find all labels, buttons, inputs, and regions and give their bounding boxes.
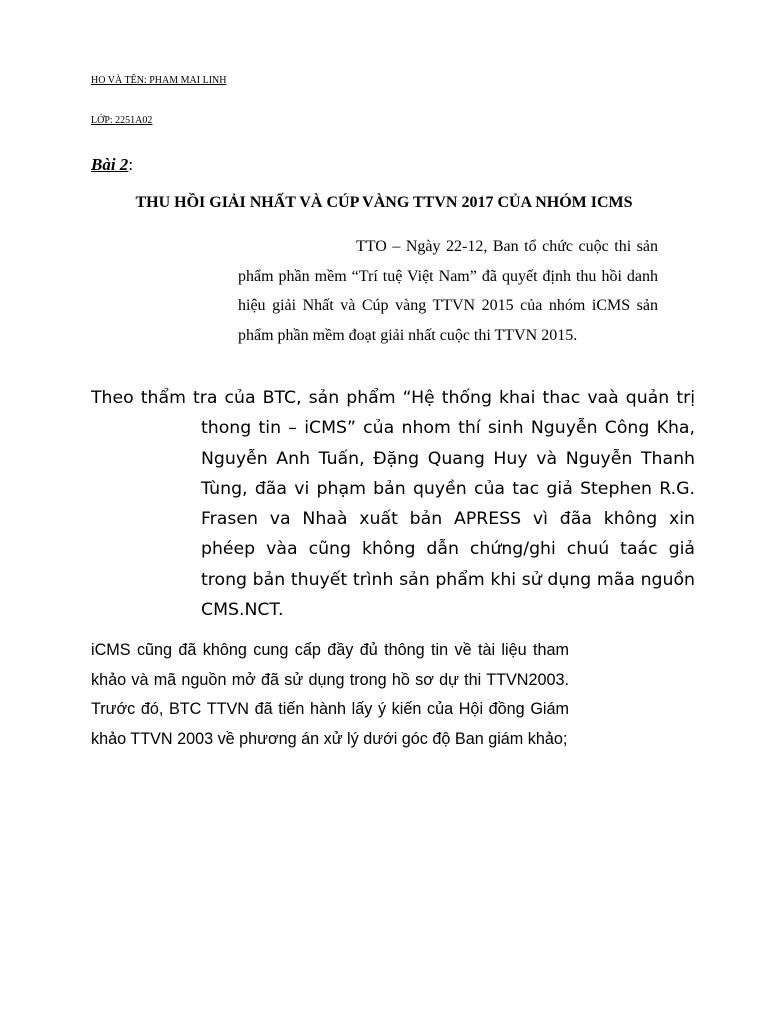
student-name-line: HO VÀ TÊN: PHAM MAI LINH: [91, 75, 227, 86]
lead-paragraph: TTO – Ngày 22-12, Ban tổ chức cuộc thi sản phẩm phần mềm “Trí tuệ Việt Nam” đã quyết định thu hồi danh hiệu giải Nhất và Cúp vàng TTVN 2015 của nhóm iCMS sản phẩm phần mềm đoạt giải nhất cuộc thi TTVN 2015.: [238, 238, 658, 344]
exercise-label-suffix: :: [128, 155, 134, 174]
document-title: THU HỒI GIẢI NHẤT VÀ CÚP VÀNG TTVN 2017 CỦA NHÓM ICMS: [135, 194, 633, 211]
exercise-label: Bài 2: [91, 155, 129, 174]
body-paragraph: Theo thẩm tra của BTC, sản phẩm “Hệ thống khai thac vaà quản trị thong tin – iCMS” của nhom thí sinh Nguyễn Công Kha, Nguyễn Anh Tuấn, Đặng Quang Huy và Nguyễn Thanh Tùng, đãa vi phạm bản quyền của tac giả Stephen R.G. Frasen va Nhaà xuất bản APRESS vì đãa không xin phéep vàa cũng không dẫn chứng/ghi chuú taác giả trong bản thuyết trình sản phẩm khi sử dụng mãa nguồn CMS.NCT.: [91, 388, 695, 621]
class-line: LỚP: 2251A02: [91, 115, 153, 126]
exercise-heading: [91, 155, 133, 175]
final-paragraph: iCMS cũng đã không cung cấp đầy đủ thông tin về tài liệu tham khảo và mã nguồn mở đã sử dụng trong hồ sơ dự thi TTVN2003. Trước đó, BTC TTVN đã tiến hành lấy ý kiến của Hội đồng Giám khảo TTVN 2003 về phương án xử lý dưới góc độ Ban giám khảo;: [91, 641, 569, 748]
